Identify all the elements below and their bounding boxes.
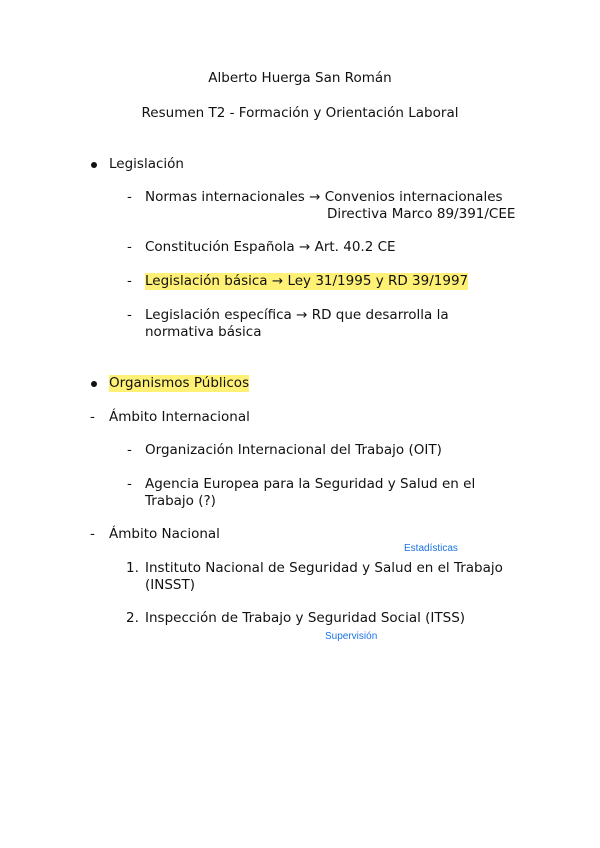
- subheading-ambito-nacional: Ámbito Nacional: [109, 526, 220, 542]
- dash-icon: -: [127, 273, 132, 289]
- dash-icon: -: [127, 189, 132, 205]
- dash-icon: -: [127, 239, 132, 255]
- section-heading-organismos: Organismos Públicos: [109, 375, 250, 391]
- bullet-icon: [91, 381, 97, 387]
- list-item-itss: Inspección de Trabajo y Seguridad Social (ITSS): [145, 610, 466, 626]
- list-item-insst-cont: (INSST): [145, 577, 195, 593]
- section-heading-legislacion: Legislación: [109, 156, 184, 172]
- dash-icon: -: [127, 476, 132, 492]
- list-number: 2.: [126, 610, 139, 626]
- subheading-ambito-internacional: Ámbito Internacional: [109, 409, 250, 425]
- list-item-legislacion-basica: Legislación básica → Ley 31/1995 y RD 39/1997: [145, 273, 469, 289]
- list-item-normas: Normas internacionales → Convenios internacionales: [145, 189, 503, 205]
- dash-icon: -: [127, 307, 132, 323]
- list-item-legislacion-especifica: Legislación específica → RD que desarrolla la: [145, 307, 449, 323]
- list-item-agencia-europea: Agencia Europea para la Seguridad y Salud en el: [145, 476, 476, 492]
- dash-icon: -: [90, 526, 95, 542]
- dash-icon: -: [127, 442, 132, 458]
- list-item-agencia-europea-cont: Trabajo (?): [145, 493, 216, 509]
- document-title: Resumen T2 - Formación y Orientación Laboral: [141, 105, 459, 121]
- author-name: Alberto Huerga San Román: [208, 70, 392, 86]
- annotation-estadisticas: Estadísticas: [404, 543, 458, 554]
- list-item-legislacion-especifica-cont: normativa básica: [145, 324, 262, 340]
- list-item-constitucion: Constitución Española → Art. 40.2 CE: [145, 239, 396, 255]
- list-number: 1.: [126, 560, 139, 576]
- dash-icon: -: [90, 409, 95, 425]
- bullet-icon: [91, 162, 97, 168]
- list-item-insst: Instituto Nacional de Seguridad y Salud en el Trabajo: [145, 560, 503, 576]
- annotation-supervision: Supervisión: [325, 631, 378, 642]
- list-item-oit: Organización Internacional del Trabajo (OIT): [145, 442, 442, 458]
- list-item-normas-cont: Directiva Marco 89/391/CEE: [327, 206, 516, 222]
